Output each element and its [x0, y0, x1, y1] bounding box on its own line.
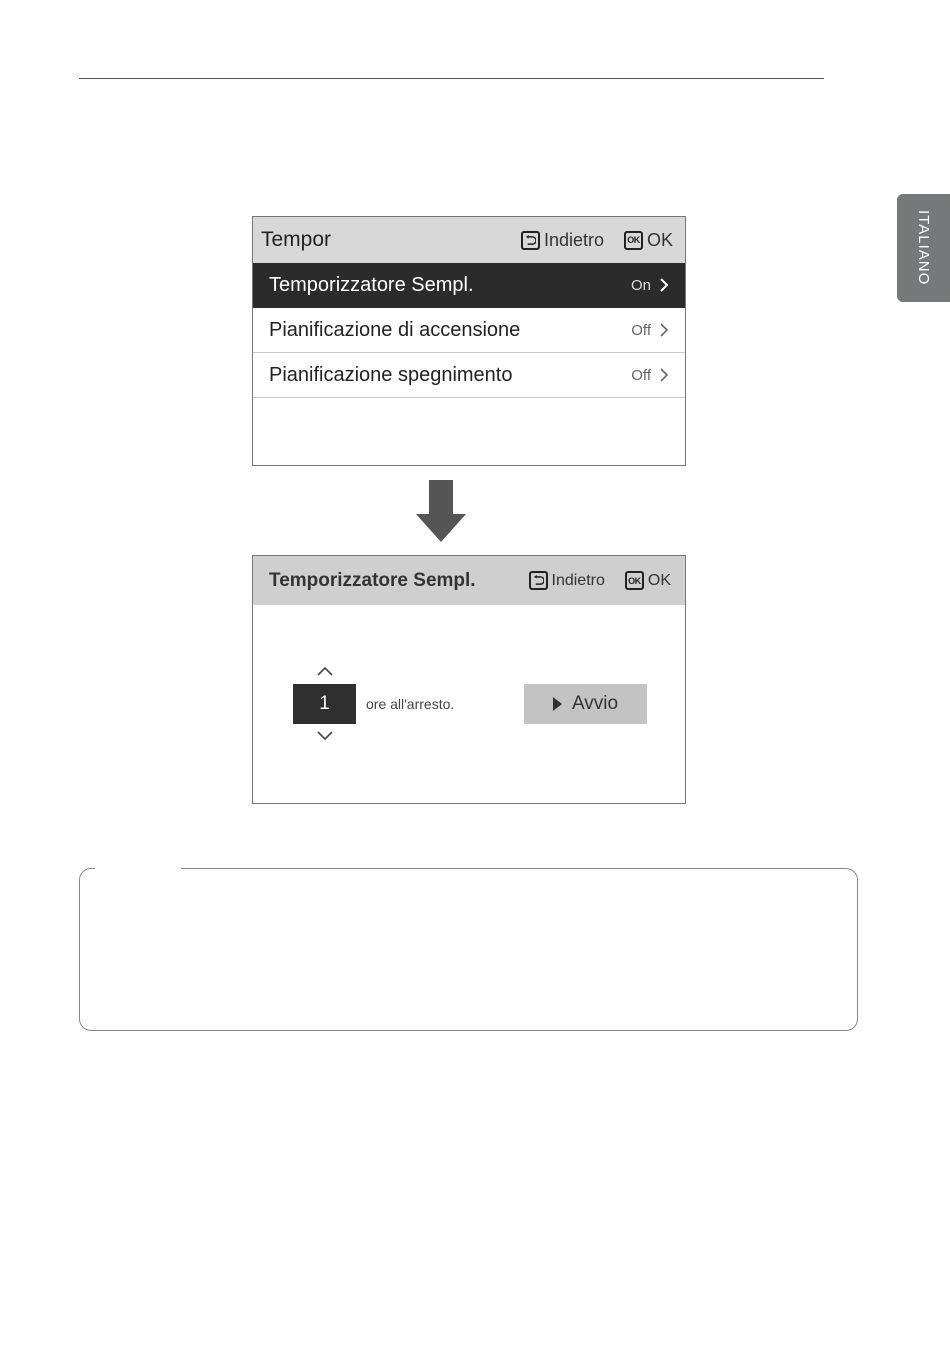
menu-item-label: Pianificazione spegnimento — [269, 363, 513, 386]
start-button[interactable] — [524, 684, 647, 724]
screen-title: Tempor — [261, 228, 332, 251]
back-label: Indietro — [543, 229, 604, 250]
arrow-down-icon — [416, 480, 466, 542]
back-return-icon — [529, 571, 548, 590]
ok-button[interactable] — [625, 571, 671, 590]
note-box-label-gap — [95, 865, 181, 871]
play-triangle-icon — [553, 697, 562, 711]
menu-item-label: Pianificazione di accensione — [269, 318, 521, 341]
chevron-right-icon — [659, 368, 669, 382]
language-tab-label: ITALIANO — [915, 210, 932, 286]
hours-label: ore all'arresto. — [366, 696, 455, 712]
header-actions — [521, 230, 673, 251]
back-return-icon — [521, 231, 540, 250]
chevron-down-icon[interactable] — [316, 730, 334, 742]
chevron-right-icon — [659, 278, 669, 292]
menu-item-status: Off — [631, 321, 651, 339]
menu-item-label: Temporizzatore Sempl. — [269, 273, 474, 296]
menu-item-status: On — [630, 276, 651, 294]
screen-title: Temporizzatore Sempl. — [269, 569, 476, 591]
timer-menu-screen — [252, 216, 686, 466]
header-actions — [529, 571, 672, 590]
screen-header — [253, 556, 685, 605]
ok-box-icon: OK — [625, 571, 644, 590]
ok-box-icon: OK — [624, 231, 643, 250]
hours-stepper-value[interactable]: 1 — [293, 684, 356, 724]
menu-item-off-schedule[interactable] — [253, 353, 685, 398]
back-label: Indietro — [551, 571, 605, 589]
screen-header — [253, 217, 685, 263]
ok-button[interactable] — [624, 230, 673, 251]
note-box — [79, 868, 858, 1031]
chevron-right-icon — [659, 323, 669, 337]
ok-label: OK — [646, 229, 673, 250]
language-tab — [897, 194, 950, 302]
menu-item-on-schedule[interactable] — [253, 308, 685, 353]
top-rule — [79, 78, 824, 79]
chevron-up-icon[interactable] — [316, 665, 334, 677]
back-button[interactable] — [521, 230, 604, 251]
menu-item-simple-timer[interactable] — [253, 263, 685, 308]
back-button[interactable] — [529, 571, 605, 590]
simple-timer-screen — [252, 555, 686, 804]
ok-label: OK — [647, 571, 671, 589]
menu-item-status: Off — [631, 366, 651, 384]
start-button-label: Avvio — [571, 693, 619, 714]
